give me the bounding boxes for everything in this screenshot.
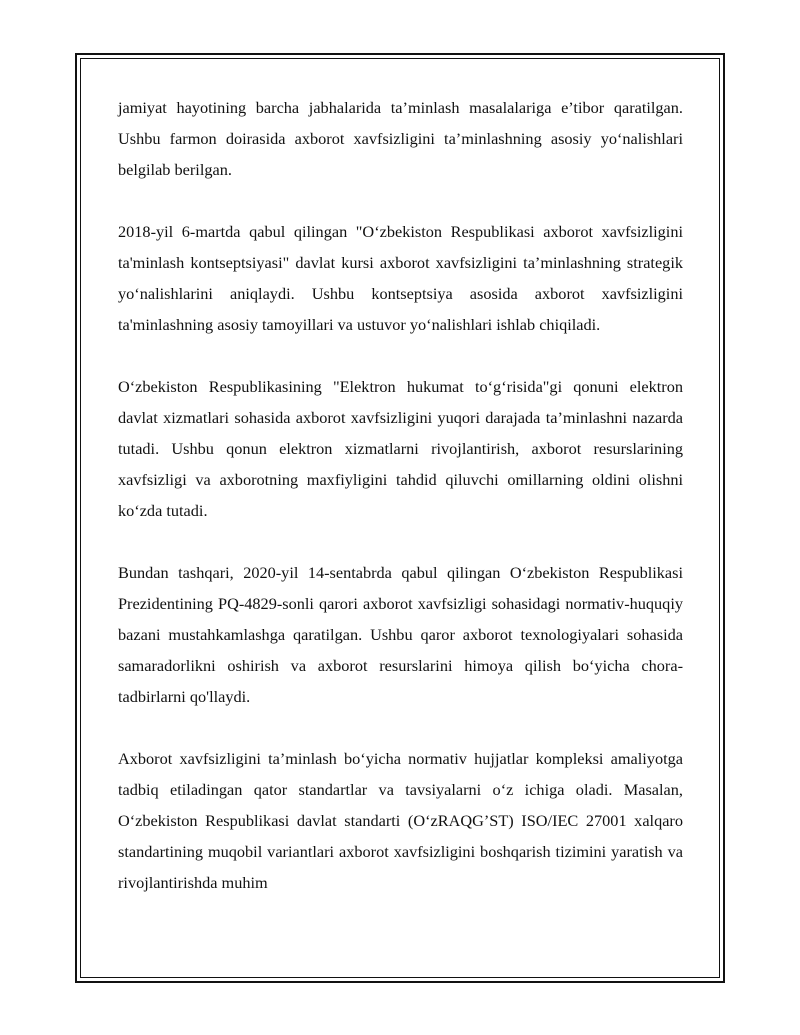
paragraph-3: O‘zbekiston Respublikasining "Elektron hukumat to‘g‘risida"gi qonuni elektron davlat xizmatlari sohasida axborot xavfsizligini yuqori darajada ta’minlashni nazarda tutadi. Ushbu qonun elektron xizmatlarni rivojlantirish, axborot resurslarining xavfsizligi va axborotning maxfiyligini tahdid qiluvchi omillarning oldini olishni ko‘zda tutadi.	[118, 377, 683, 520]
paragraph-2: 2018-yil 6-martda qabul qilingan "O‘zbekiston Respublikasi axborot xavfsizligini ta'minlash kontseptsiyasi" davlat kursi axborot xavfsizligini ta’minlashning strategik yo‘nalishlarini aniqlaydi. Ushbu kontseptsiya asosida axborot xavfsizligini ta'minlashning asosiy tamoyillari va ustuvor yo‘nalishlari ishlab chiqiladi.	[118, 222, 683, 334]
paragraph-1: jamiyat hayotining barcha jabhalarida ta’minlash masalalariga e’tibor qaratilgan. Ushbu farmon doirasida axborot xavfsizligini ta’minlashning asosiy yo‘nalishlari belgilab berilgan.	[118, 98, 683, 179]
document-body	[118, 92, 683, 898]
paragraph-4: Bundan tashqari, 2020-yil 14-sentabrda qabul qilingan O‘zbekiston Respublikasi Prezidentining PQ-4829-sonli qarori axborot xavfsizligi sohasidagi normativ-huquqiy bazani mustahkamlashga qaratilgan. Ushbu qaror axborot texnologiyalari sohasida samaradorlikni oshirish va axborot resurslarini himoya qilish bo‘yicha chora-tadbirlarni qo'llaydi.	[118, 563, 683, 706]
paragraph-5: Axborot xavfsizligini ta’minlash bo‘yicha normativ hujjatlar kompleksi amaliyotga tadbiq etiladingan qator standartlar va tavsiyalarni o‘z ichiga oladi. Masalan, O‘zbekiston Respublikasi davlat standarti (O‘zRAQG’ST) ISO/IEC 27001 xalqaro standartining muqobil variantlari axborot xavfsizligini boshqarish tizimini yaratish va rivojlantirishda muhim	[118, 749, 683, 892]
